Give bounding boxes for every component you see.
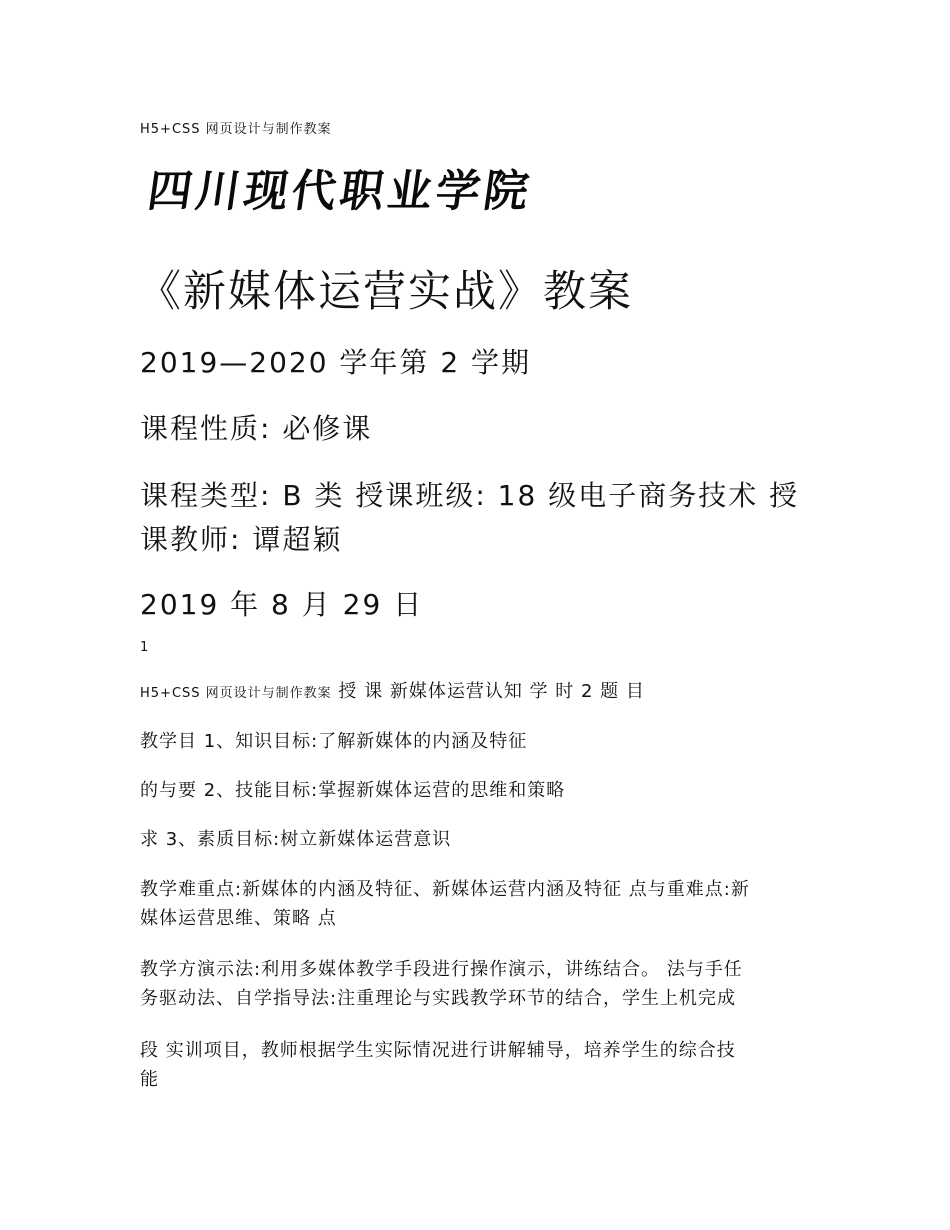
document-title: 《新媒体运营实战》教案 bbox=[138, 267, 633, 317]
lesson-header-prefix: H5+CSS 网页设计与制作教案 bbox=[140, 686, 332, 701]
semester-line: 2019—2020 学年第 2 学期 bbox=[140, 346, 532, 379]
lesson-header-rest: 授 课 新媒体运营认知 学 时 2 题 目 bbox=[331, 681, 645, 702]
running-header: H5+CSS 网页设计与制作教案 bbox=[140, 122, 332, 137]
methods-line-2: 务驱动法、自学指导法:注重理论与实践教学环节的结合，学生上机完成 bbox=[140, 988, 737, 1009]
methods-line-4: 能 bbox=[140, 1069, 159, 1090]
key-points-line-1: 教学难重点:新媒体的内涵及特征、新媒体运营内涵及特征 点与重难点:新 bbox=[140, 879, 750, 900]
course-type-line-2: 课教师: 谭超颖 bbox=[140, 523, 343, 556]
course-type-line-1: 课程类型: B 类 授课班级: 18 级电子商务技术 授 bbox=[140, 479, 800, 512]
lesson-header bbox=[140, 678, 645, 708]
methods-line-1: 教学方演示法:利用多媒体教学手段进行操作演示，讲练结合。 法与手任 bbox=[140, 959, 743, 980]
school-logo: 四川现代职业学院 bbox=[144, 166, 536, 217]
key-points-line-2: 媒体运营思维、策略 点 bbox=[140, 908, 337, 929]
document-date: 2019 年 8 月 29 日 bbox=[140, 588, 424, 621]
methods-line-3: 段 实训项目，教师根据学生实际情况进行讲解辅导，培养学生的综合技 bbox=[140, 1040, 736, 1061]
objective-knowledge: 教学目 1、知识目标:了解新媒体的内涵及特征 bbox=[140, 731, 528, 752]
course-nature: 课程性质: 必修课 bbox=[140, 412, 373, 445]
objective-skill: 的与要 2、技能目标:掌握新媒体运营的思维和策略 bbox=[140, 780, 566, 801]
objective-quality: 求 3、素质目标:树立新媒体运营意识 bbox=[140, 829, 452, 850]
page-number: 1 bbox=[140, 640, 149, 655]
